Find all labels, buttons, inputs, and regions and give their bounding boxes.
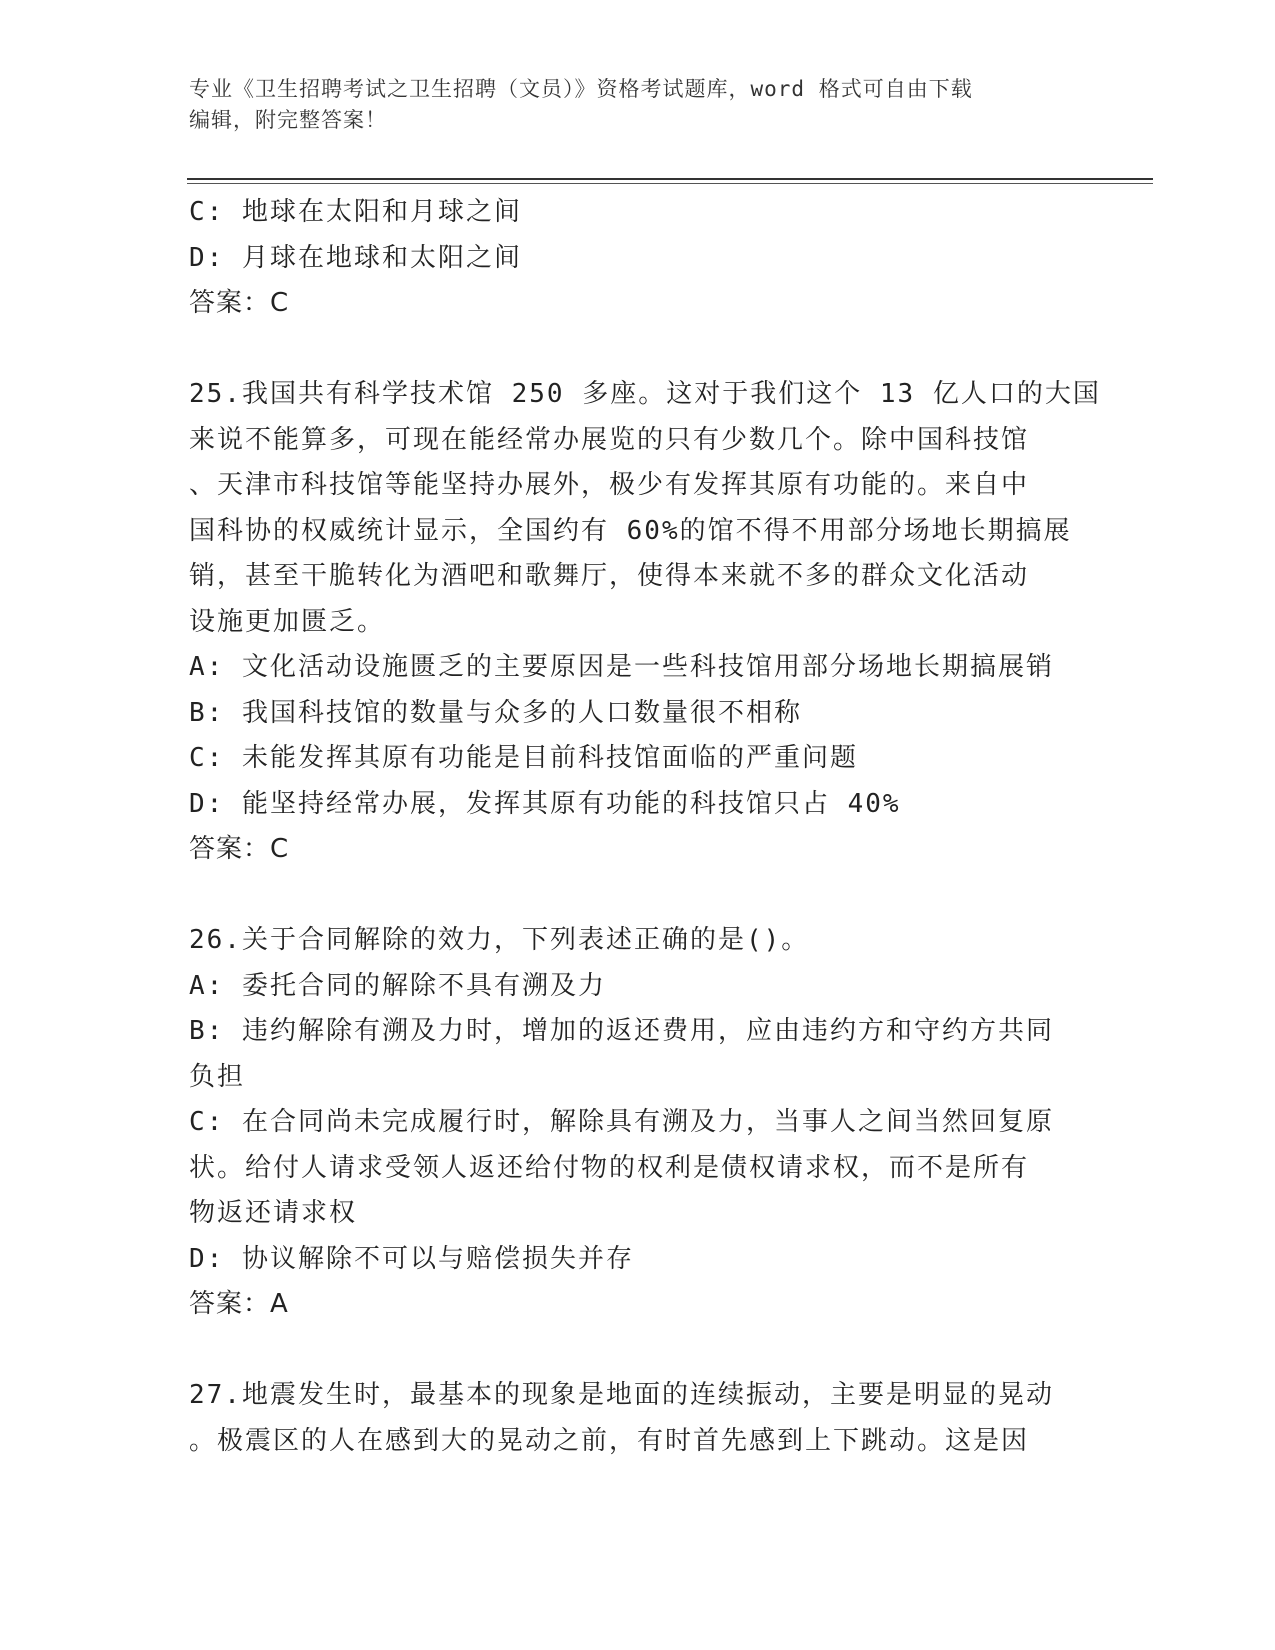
header-divider-thick <box>187 178 1153 180</box>
option-c-continued: 物返还请求权 <box>189 1198 358 1228</box>
spacer <box>189 1328 1089 1374</box>
document-header <box>189 74 1079 136</box>
header-line: 专业《卫生招聘考试之卫生招聘（文员）》资格考试题库，word 格式可自由下载 <box>189 77 973 101</box>
header-divider-thin <box>187 183 1153 184</box>
question-stem-line: 26.关于合同解除的效力，下列表述正确的是()。 <box>189 925 810 955</box>
question-stem-line: 25.我国共有科学技术馆 250 多座。这对于我们这个 13 亿人口的大国 <box>189 379 1101 409</box>
option-a: A: 委托合同的解除不具有溯及力 <box>189 970 606 1001</box>
question-stem-line: 。极震区的人在感到大的晃动之前，有时首先感到上下跳动。这是因 <box>189 1425 1030 1456</box>
option-d: D: 能坚持经常办展，发挥其原有功能的科技馆只占 40% <box>189 788 901 819</box>
question-stem-line: 设施更加匮乏。 <box>189 606 386 637</box>
question-stem-line: 27.地震发生时，最基本的现象是地面的连续振动，主要是明显的晃动 <box>189 1380 1054 1410</box>
option-c: C: 在合同尚未完成履行时，解除具有溯及力，当事人之间当然回复原 <box>189 1107 1054 1137</box>
question-body <box>189 190 1101 1464</box>
spacer <box>189 873 1089 919</box>
option-c: C: 地球在太阳和月球之间 <box>189 197 522 227</box>
answer: 答案：C <box>189 834 290 864</box>
option-b-continued: 负担 <box>189 1061 246 1092</box>
option-d: D: 协议解除不可以与赔偿损失并存 <box>189 1243 634 1274</box>
question-stem-line: 来说不能算多，可现在能经常办展览的只有少数几个。除中国科技馆 <box>189 424 1030 455</box>
option-b: B: 违约解除有溯及力时，增加的返还费用，应由违约方和守约方共同 <box>189 1016 1054 1046</box>
spacer <box>189 327 1089 373</box>
question-25 <box>189 372 1101 873</box>
question-26 <box>189 918 1089 1328</box>
answer: 答案：A <box>189 1289 289 1319</box>
option-d: D: 月球在地球和太阳之间 <box>189 242 522 273</box>
answer: 答案：C <box>189 288 290 318</box>
question-stem-line: 销，甚至干脆转化为酒吧和歌舞厅，使得本来就不多的群众文化活动 <box>189 561 1030 591</box>
question-stem-line: 、天津市科技馆等能坚持办展外，极少有发挥其原有功能的。来自中 <box>189 470 1030 500</box>
option-a: A: 文化活动设施匮乏的主要原因是一些科技馆用部分场地长期搞展销 <box>189 652 1054 682</box>
option-b: B: 我国科技馆的数量与众多的人口数量很不相称 <box>189 697 802 728</box>
header-line: 编辑，附完整答案！ <box>189 108 387 132</box>
question-stem-line: 国科协的权威统计显示，全国约有 60%的馆不得不用部分场地长期搞展 <box>189 515 1072 546</box>
option-c: C: 未能发挥其原有功能是目前科技馆面临的严重问题 <box>189 743 858 773</box>
question-24-tail <box>189 190 1089 327</box>
option-c-continued: 状。给付人请求受领人返还给付物的权利是债权请求权，而不是所有 <box>189 1152 1030 1183</box>
question-27 <box>189 1373 1089 1464</box>
